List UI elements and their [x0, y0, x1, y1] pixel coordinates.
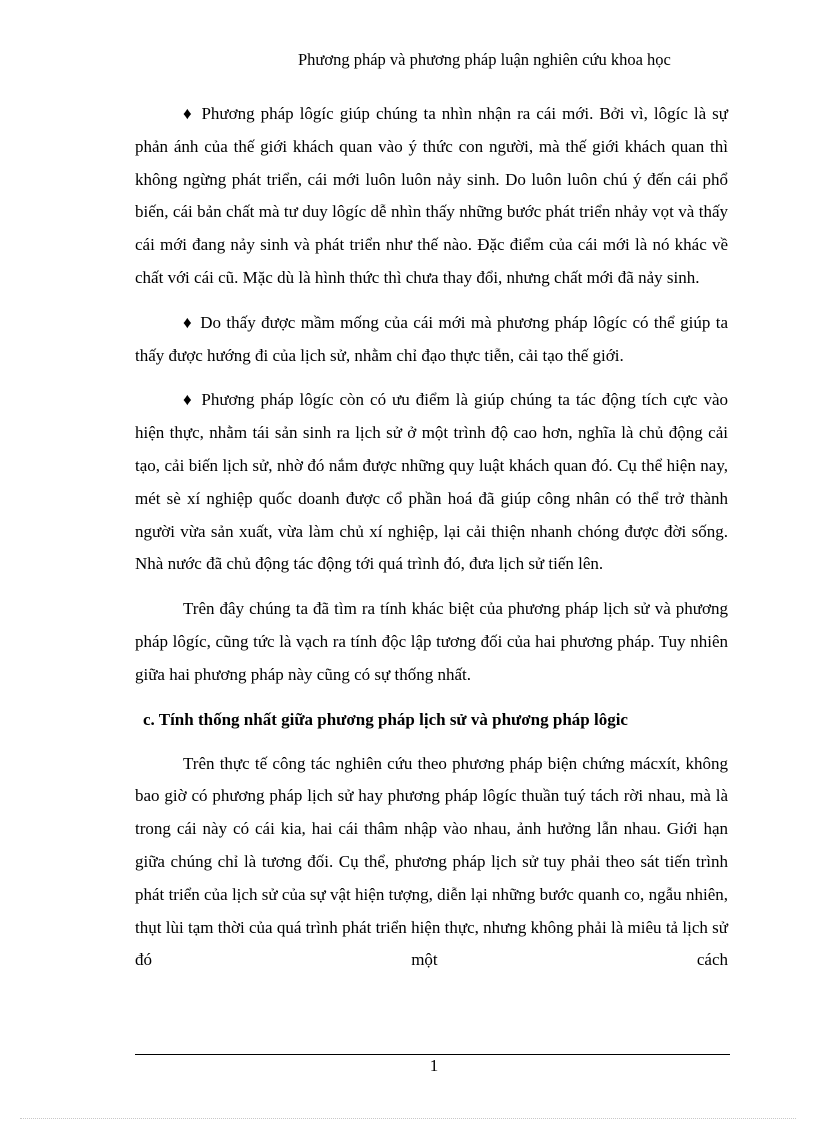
paragraph-unity — [135, 748, 728, 978]
diamond-bullet-icon: ♦ — [183, 390, 194, 410]
paragraph-history-direction — [135, 307, 728, 373]
paragraph-text: Trên thực tế công tác nghiên cứu theo phương pháp biện chứng mácxít, không bao giờ có phương pháp lịch sử hay phương pháp lôgíc thuần tuý tách rời nhau, mà là trong cái này có cái kia, hai cái thâm nhập vào nhau, ảnh hưởng lẫn nhau. Giới hạn giữa chúng chỉ là tương đối. Cụ thể, phương pháp lịch sử tuy phải theo sát tiến trình phát triển của lịch sử của sự vật hiện tượng, diễn lại những bước quanh co, ngẫu nhiên, thụt lùi tạm thời của quá trình phát triển hiện thực, nhưng không phải là miêu tả lịch sử đó một cách — [135, 753, 728, 970]
diamond-bullet-icon: ♦ — [183, 104, 194, 123]
paragraph-summary — [135, 593, 728, 691]
paragraph-text: Phương pháp lôgíc còn có ưu điểm là giúp chúng ta tác động tích cực vào hiện thực, nhằm tái sản sinh ra lịch sử ở một trình độ cao hơn, nghĩa là chủ động cải tạo, cải biến lịch sử, nhờ đó nắm được những quy luật khách quan đó. Cụ thể hiện nay, mét sè xí nghiệp quốc doanh được cổ phần hoá đã giúp công nhân có thể trở thành người vừa sản xuất, vừa làm chủ xí nghiệp, lại cải thiện nhanh chóng được đời sống. Nhà nước đã chủ động tác động tới quá trình đó, đưa lịch sử tiến lên. — [135, 390, 728, 574]
page-edge-divider — [20, 1118, 796, 1119]
diamond-bullet-icon: ♦ — [183, 312, 193, 332]
page-header: Phương pháp và phương pháp luận nghiên cứu khoa học — [298, 50, 671, 69]
paragraph-text: Do thấy được mầm mống của cái mới mà phương pháp lôgíc có thể giúp ta thấy được hướng đi của lịch sử, nhằm chỉ đạo thực tiễn, cải tạo thế giới. — [135, 312, 728, 365]
section-heading: c. Tính thống nhất giữa phương pháp lịch sử và phương pháp lôgic — [143, 709, 628, 729]
footer-divider — [135, 1054, 730, 1055]
paragraph-new-things — [135, 98, 728, 295]
document-body — [135, 98, 728, 989]
paragraph-text: Trên đây chúng ta đã tìm ra tính khác biệt của phương pháp lịch sử và phương pháp lôgíc, cũng tức là vạch ra tính độc lập tương đối của hai phương pháp. Tuy nhiên giữa hai phương pháp này cũng có sự thống nhất. — [135, 599, 728, 684]
paragraph-text: Phương pháp lôgíc giúp chúng ta nhìn nhận ra cái mới. Bởi vì, lôgíc là sự phản ánh của thế giới khách quan vào ý thức con người, mà thế giới khách quan thì không ngừng phát triển, cái mới luôn luôn nảy sinh. Do luôn luôn chú ý đến cái phổ biến, cái bản chất mà tư duy lôgíc dễ nhìn thấy những bước phát triển nhảy vọt và thấy cái mới đang nảy sinh và phát triển như thế nào. Đặc điểm của cái mới là nó khác về chất với cái cũ. Mặc dù là hình thức thì chưa thay đổi, nhưng chất mới đã nảy sinh. — [135, 104, 728, 287]
paragraph-active-impact — [135, 384, 728, 581]
page-number: 1 — [429, 1056, 439, 1075]
